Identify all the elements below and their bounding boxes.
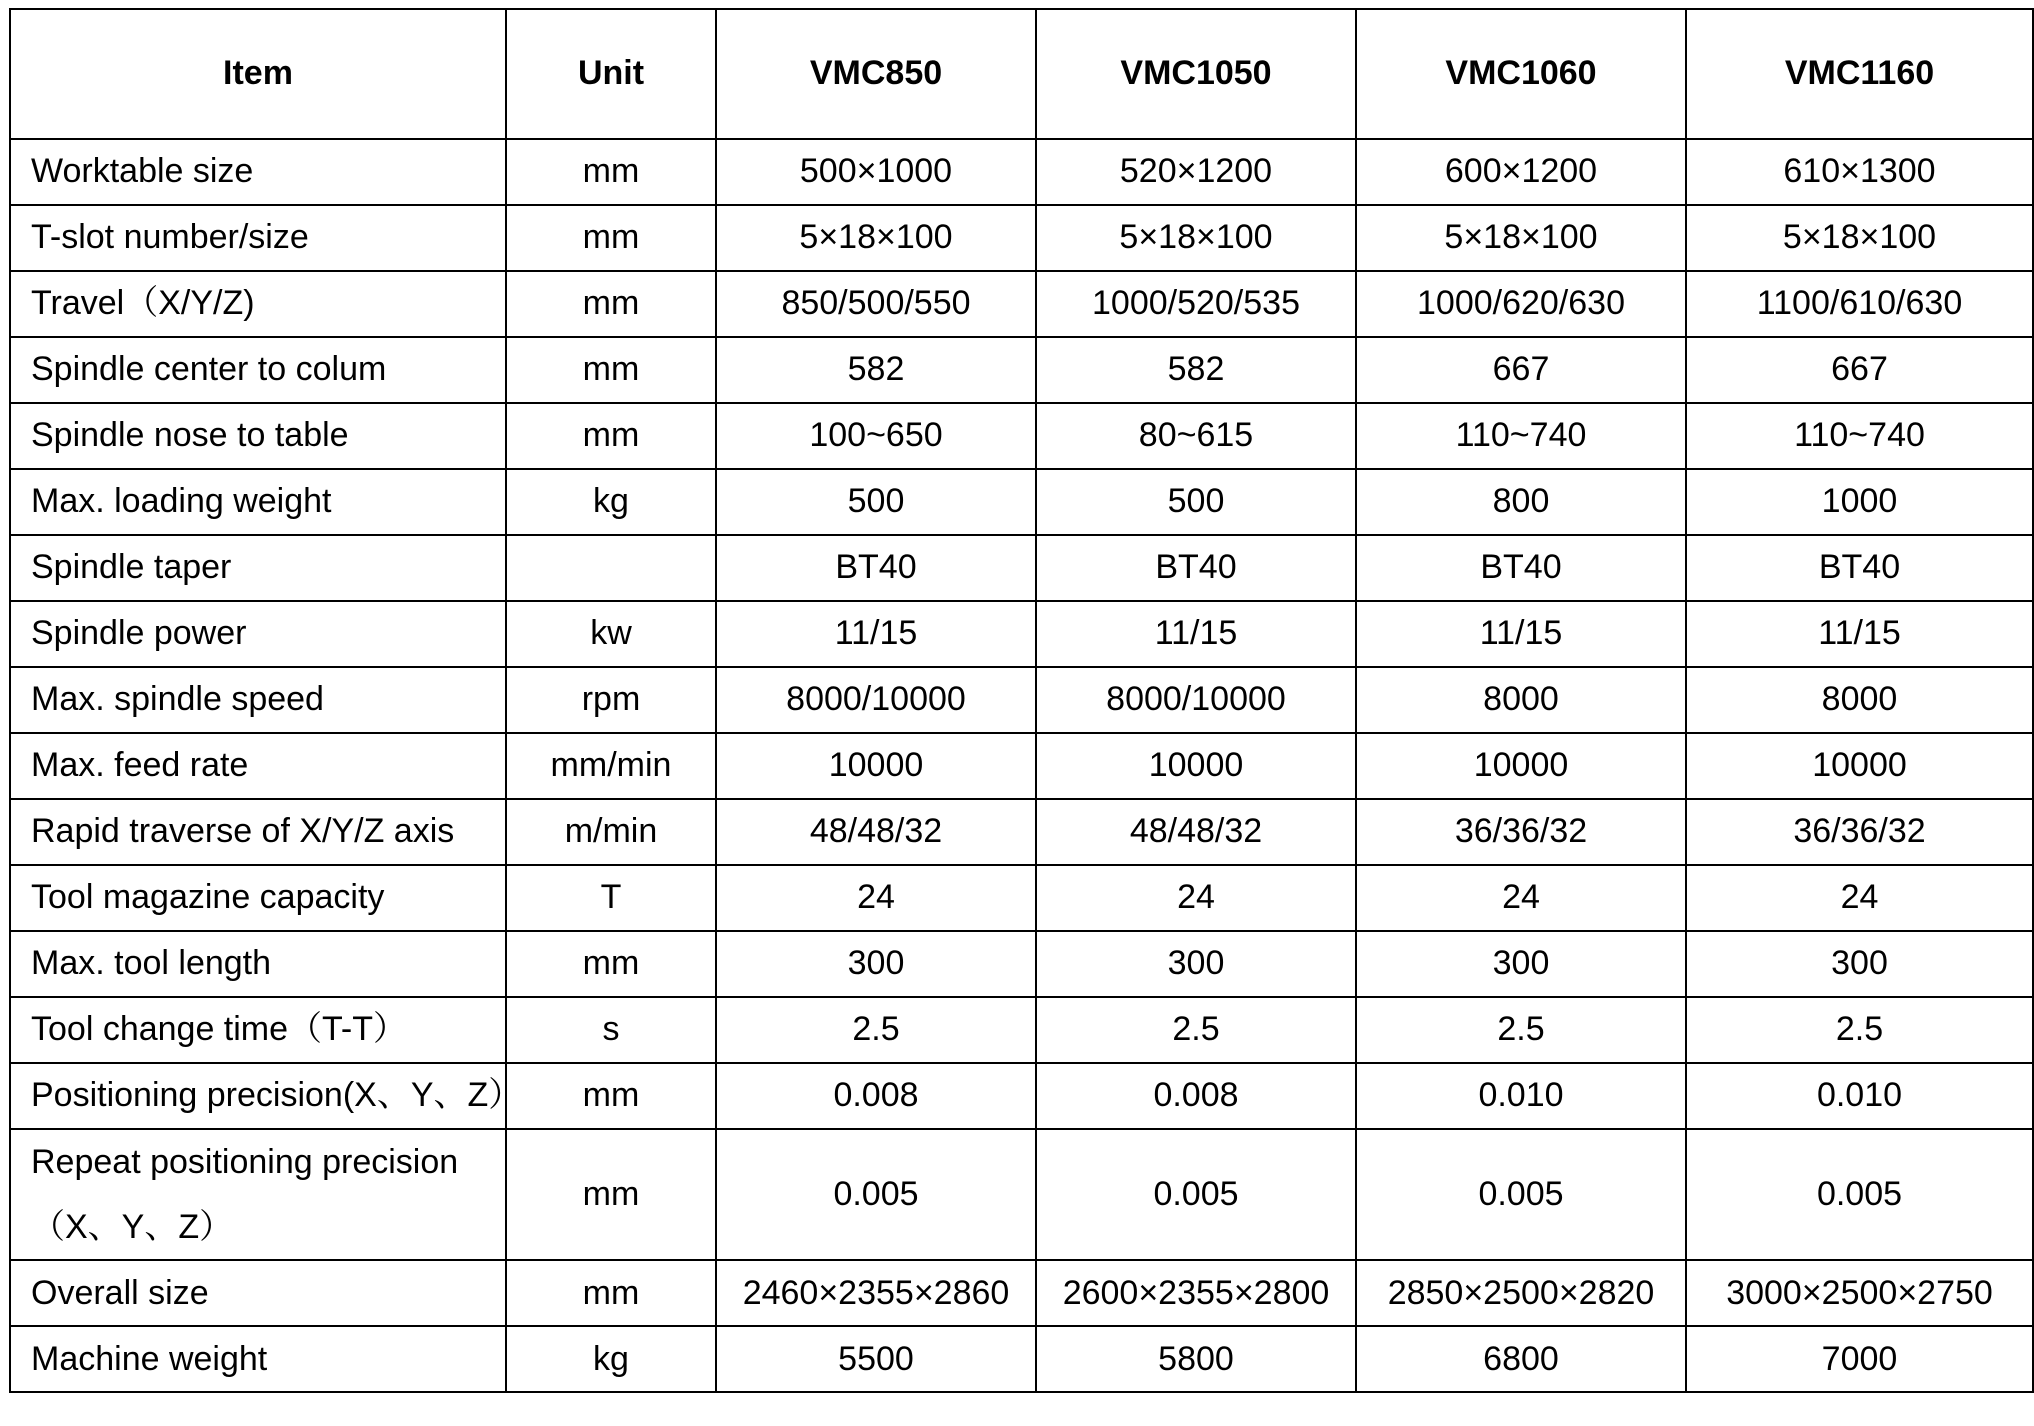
value-cell: 500 bbox=[716, 469, 1036, 535]
value-cell: 2.5 bbox=[716, 997, 1036, 1063]
value-cell: 2.5 bbox=[1036, 997, 1356, 1063]
table-header bbox=[10, 9, 2033, 139]
value-cell: BT40 bbox=[1036, 535, 1356, 601]
value-cell: 0.008 bbox=[1036, 1063, 1356, 1129]
table-row bbox=[10, 403, 2033, 469]
item-cell: Repeat positioning precision（X、Y、Z） bbox=[10, 1129, 506, 1260]
table-row bbox=[10, 1260, 2033, 1326]
table-row bbox=[10, 1063, 2033, 1129]
value-cell: 24 bbox=[1356, 865, 1686, 931]
value-cell: 1000 bbox=[1686, 469, 2033, 535]
item-cell: Tool magazine capacity bbox=[10, 865, 506, 931]
unit-cell: kw bbox=[506, 601, 716, 667]
table-row bbox=[10, 271, 2033, 337]
value-cell: 1000/620/630 bbox=[1356, 271, 1686, 337]
value-cell: 10000 bbox=[1036, 733, 1356, 799]
item-cell: Spindle nose to table bbox=[10, 403, 506, 469]
header-unit: Unit bbox=[506, 9, 716, 139]
value-cell: BT40 bbox=[716, 535, 1036, 601]
unit-cell: mm bbox=[506, 1129, 716, 1260]
value-cell: 2.5 bbox=[1356, 997, 1686, 1063]
table-row bbox=[10, 799, 2033, 865]
value-cell: 300 bbox=[1686, 931, 2033, 997]
unit-cell: mm bbox=[506, 271, 716, 337]
unit-cell: s bbox=[506, 997, 716, 1063]
table-row bbox=[10, 139, 2033, 205]
value-cell: 36/36/32 bbox=[1686, 799, 2033, 865]
table-row bbox=[10, 337, 2033, 403]
value-cell: 300 bbox=[1356, 931, 1686, 997]
value-cell: 2850×2500×2820 bbox=[1356, 1260, 1686, 1326]
item-cell: Tool change time（T-T） bbox=[10, 997, 506, 1063]
table-row bbox=[10, 931, 2033, 997]
unit-cell: kg bbox=[506, 469, 716, 535]
value-cell: 0.005 bbox=[1356, 1129, 1686, 1260]
item-cell: Max. tool length bbox=[10, 931, 506, 997]
item-cell: Worktable size bbox=[10, 139, 506, 205]
value-cell: 24 bbox=[1686, 865, 2033, 931]
value-cell: 7000 bbox=[1686, 1326, 2033, 1392]
unit-cell: mm bbox=[506, 139, 716, 205]
spec-table bbox=[9, 8, 2034, 1393]
value-cell: 5×18×100 bbox=[1036, 205, 1356, 271]
value-cell: 667 bbox=[1686, 337, 2033, 403]
value-cell: 600×1200 bbox=[1356, 139, 1686, 205]
value-cell: 10000 bbox=[1356, 733, 1686, 799]
unit-cell: mm bbox=[506, 931, 716, 997]
item-cell: Travel（X/Y/Z) bbox=[10, 271, 506, 337]
table-row bbox=[10, 535, 2033, 601]
value-cell: 2600×2355×2800 bbox=[1036, 1260, 1356, 1326]
value-cell: 10000 bbox=[1686, 733, 2033, 799]
value-cell: 0.010 bbox=[1356, 1063, 1686, 1129]
value-cell: 8000 bbox=[1356, 667, 1686, 733]
value-cell: 5500 bbox=[716, 1326, 1036, 1392]
value-cell: 5800 bbox=[1036, 1326, 1356, 1392]
value-cell: 11/15 bbox=[1036, 601, 1356, 667]
value-cell: 110~740 bbox=[1686, 403, 2033, 469]
unit-cell: mm bbox=[506, 1260, 716, 1326]
item-cell: Spindle center to colum bbox=[10, 337, 506, 403]
value-cell: 48/48/32 bbox=[1036, 799, 1356, 865]
value-cell: 2460×2355×2860 bbox=[716, 1260, 1036, 1326]
value-cell: 610×1300 bbox=[1686, 139, 2033, 205]
header-item: Item bbox=[10, 9, 506, 139]
value-cell: 850/500/550 bbox=[716, 271, 1036, 337]
unit-cell: mm bbox=[506, 1063, 716, 1129]
table-row bbox=[10, 469, 2033, 535]
table-row bbox=[10, 997, 2033, 1063]
value-cell: 300 bbox=[716, 931, 1036, 997]
value-cell: 36/36/32 bbox=[1356, 799, 1686, 865]
value-cell: BT40 bbox=[1686, 535, 2033, 601]
value-cell: 0.005 bbox=[1036, 1129, 1356, 1260]
item-cell: Max. loading weight bbox=[10, 469, 506, 535]
value-cell: 11/15 bbox=[716, 601, 1036, 667]
value-cell: 11/15 bbox=[1356, 601, 1686, 667]
table-row bbox=[10, 865, 2033, 931]
unit-cell: mm bbox=[506, 337, 716, 403]
value-cell: 5×18×100 bbox=[1686, 205, 2033, 271]
header-row bbox=[10, 9, 2033, 139]
unit-cell: T bbox=[506, 865, 716, 931]
value-cell: 520×1200 bbox=[1036, 139, 1356, 205]
value-cell: 11/15 bbox=[1686, 601, 2033, 667]
item-cell: Max. feed rate bbox=[10, 733, 506, 799]
value-cell: 8000/10000 bbox=[716, 667, 1036, 733]
table-row bbox=[10, 601, 2033, 667]
item-cell: Spindle power bbox=[10, 601, 506, 667]
unit-cell: mm bbox=[506, 403, 716, 469]
unit-cell: rpm bbox=[506, 667, 716, 733]
table-row bbox=[10, 1129, 2033, 1260]
value-cell: 582 bbox=[1036, 337, 1356, 403]
item-cell: T-slot number/size bbox=[10, 205, 506, 271]
value-cell: 0.010 bbox=[1686, 1063, 2033, 1129]
item-cell: Positioning precision(X、Y、Z） bbox=[10, 1063, 506, 1129]
table-row bbox=[10, 205, 2033, 271]
value-cell: 500×1000 bbox=[716, 139, 1036, 205]
value-cell: 110~740 bbox=[1356, 403, 1686, 469]
table-row bbox=[10, 733, 2033, 799]
value-cell: BT40 bbox=[1356, 535, 1686, 601]
value-cell: 2.5 bbox=[1686, 997, 2033, 1063]
item-cell: Max. spindle speed bbox=[10, 667, 506, 733]
value-cell: 0.005 bbox=[1686, 1129, 2033, 1260]
value-cell: 0.005 bbox=[716, 1129, 1036, 1260]
value-cell: 48/48/32 bbox=[716, 799, 1036, 865]
value-cell: 6800 bbox=[1356, 1326, 1686, 1392]
unit-cell: m/min bbox=[506, 799, 716, 865]
value-cell: 800 bbox=[1356, 469, 1686, 535]
value-cell: 24 bbox=[716, 865, 1036, 931]
value-cell: 8000 bbox=[1686, 667, 2033, 733]
item-cell: Machine weight bbox=[10, 1326, 506, 1392]
value-cell: 5×18×100 bbox=[716, 205, 1036, 271]
value-cell: 100~650 bbox=[716, 403, 1036, 469]
value-cell: 24 bbox=[1036, 865, 1356, 931]
item-cell: Spindle taper bbox=[10, 535, 506, 601]
table-row bbox=[10, 667, 2033, 733]
unit-cell: kg bbox=[506, 1326, 716, 1392]
value-cell: 8000/10000 bbox=[1036, 667, 1356, 733]
value-cell: 1100/610/630 bbox=[1686, 271, 2033, 337]
value-cell: 0.008 bbox=[716, 1063, 1036, 1129]
value-cell: 10000 bbox=[716, 733, 1036, 799]
table-row bbox=[10, 1326, 2033, 1392]
value-cell: 582 bbox=[716, 337, 1036, 403]
value-cell: 300 bbox=[1036, 931, 1356, 997]
value-cell: 500 bbox=[1036, 469, 1356, 535]
header-model: VMC850 bbox=[716, 9, 1036, 139]
unit-cell bbox=[506, 535, 716, 601]
unit-cell: mm bbox=[506, 205, 716, 271]
header-model: VMC1050 bbox=[1036, 9, 1356, 139]
header-model: VMC1160 bbox=[1686, 9, 2033, 139]
table-body bbox=[10, 139, 2033, 1392]
value-cell: 5×18×100 bbox=[1356, 205, 1686, 271]
unit-cell: mm/min bbox=[506, 733, 716, 799]
item-cell: Overall size bbox=[10, 1260, 506, 1326]
item-cell: Rapid traverse of X/Y/Z axis bbox=[10, 799, 506, 865]
value-cell: 80~615 bbox=[1036, 403, 1356, 469]
value-cell: 667 bbox=[1356, 337, 1686, 403]
header-model: VMC1060 bbox=[1356, 9, 1686, 139]
value-cell: 3000×2500×2750 bbox=[1686, 1260, 2033, 1326]
value-cell: 1000/520/535 bbox=[1036, 271, 1356, 337]
